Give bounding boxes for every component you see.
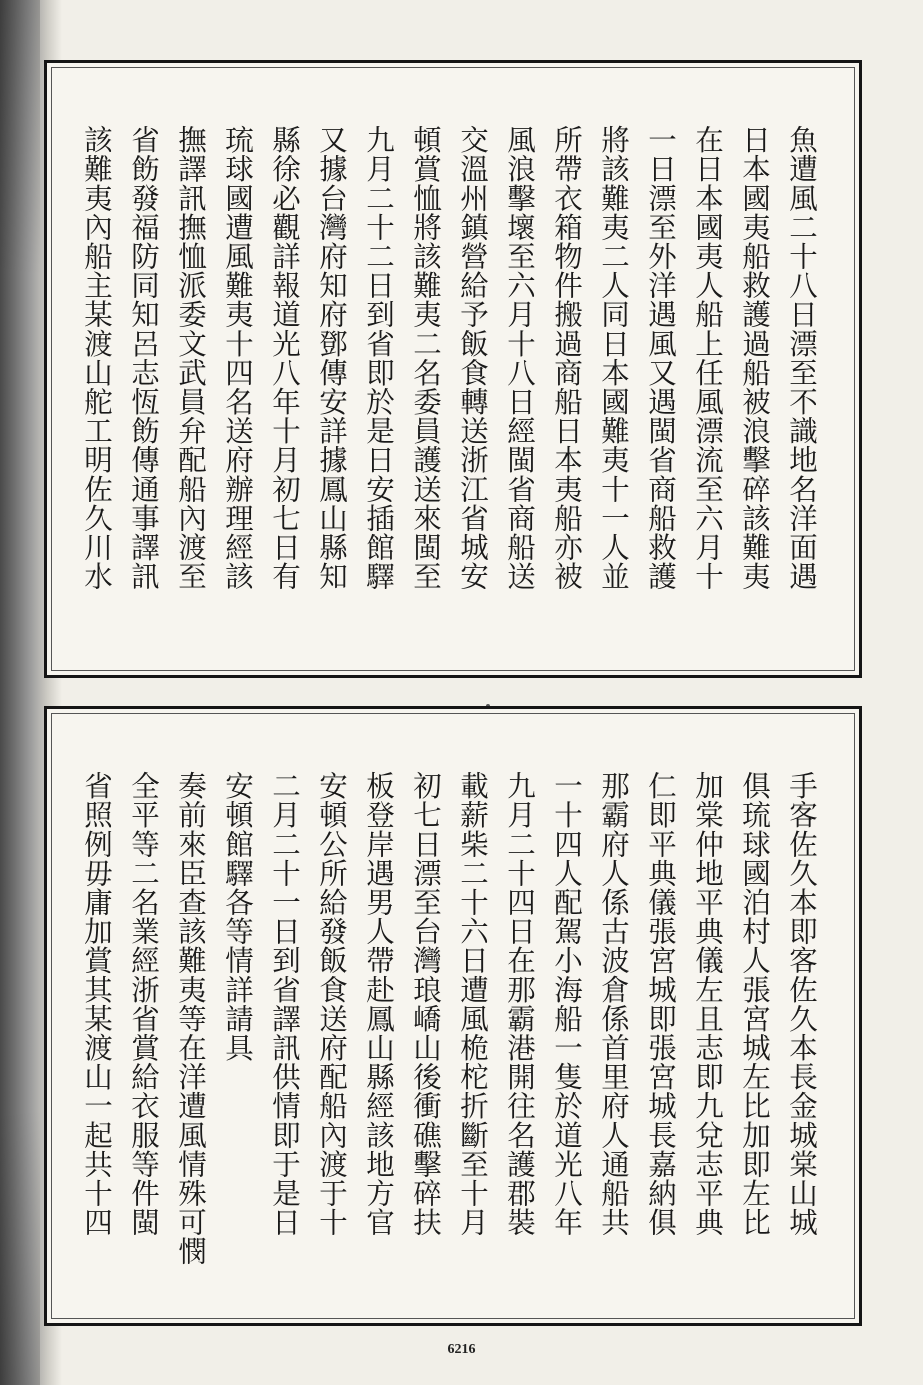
- text-column: 載薪柴二十六日遭風桅柁折斷至十月: [456, 771, 489, 1237]
- text-column: 奏前來臣查該難夷等在洋遭風情殊可憫: [174, 771, 207, 1266]
- top-panel-text: [73, 125, 825, 591]
- text-column: 一日漂至外洋遇風又遇閩省商船救護: [644, 125, 677, 591]
- text-column: 魚遭風二十八日漂至不識地名洋面遇: [785, 125, 818, 591]
- text-column: 仁即平典儀張宮城即張宮城長嘉納俱: [644, 771, 677, 1237]
- bottom-panel-text: [73, 771, 825, 1266]
- text-column: 頓賞恤將該難夷二名委員護送來閩至: [409, 125, 442, 591]
- bottom-text-panel: [44, 706, 862, 1326]
- text-column: 又據台灣府知府鄧傳安詳據鳳山縣知: [315, 125, 348, 591]
- text-column: 風浪擊壞至六月十八日經閩省商船送: [503, 125, 536, 591]
- top-text-panel: [44, 60, 862, 678]
- text-column: 省飭發福防同知呂志恆飭傳通事譯訊: [127, 125, 160, 591]
- text-column: 所帶衣箱物件搬過商船日本夷船亦被: [550, 125, 583, 591]
- text-column: 將該難夷二人同日本國難夷十一人並: [597, 125, 630, 591]
- text-column: 縣徐必觀詳報道光八年十月初七日有: [268, 125, 301, 591]
- text-column: 手客佐久本即客佐久本長金城棠山城: [785, 771, 818, 1237]
- text-column: 琉球國遭風難夷十四名送府辦理經該: [221, 125, 254, 591]
- text-column: 安頓館驛各等情詳請具: [221, 771, 254, 1062]
- text-column: 板登岸遇男人帶赴鳳山縣經該地方官: [362, 771, 395, 1237]
- text-column: 在日本國夷人船上任風漂流至六月十: [691, 125, 724, 591]
- text-column: 加棠仲地平典儀左且志即九兌志平典: [691, 771, 724, 1237]
- text-column: 初七日漂至台灣琅嶠山後衝礁擊碎扶: [409, 771, 442, 1237]
- text-column: 撫譯訊撫恤派委文武員弁配船內渡至: [174, 125, 207, 591]
- text-column: 安頓公所給發飯食送府配船內渡于十: [315, 771, 348, 1237]
- page-number: 6216: [447, 1342, 476, 1357]
- text-column: 俱琉球國泊村人張宮城左比加即左比: [738, 771, 771, 1237]
- text-column: 九月二十二日到省即於是日安插館驛: [362, 125, 395, 591]
- text-column: 省照例毋庸加賞其某渡山一起共十四: [80, 771, 113, 1237]
- text-column: 交溫州鎮營給予飯食轉送浙江省城安: [456, 125, 489, 591]
- text-column: 該難夷內船主某渡山舵工明佐久川水: [80, 125, 113, 591]
- text-column: 二月二十一日到省譯訊供情即于是日: [268, 771, 301, 1237]
- text-column: 九月二十四日在那霸港開往名護郡裝: [503, 771, 536, 1237]
- text-column: 一十四人配駕小海船一隻於道光八年: [550, 771, 583, 1237]
- text-column: 那霸府人係古波倉係首里府人通船共: [597, 771, 630, 1237]
- text-column: 日本國夷船救護過船被浪擊碎該難夷: [738, 125, 771, 591]
- text-column: 全平等二名業經浙省賞給衣服等件閩: [127, 771, 160, 1237]
